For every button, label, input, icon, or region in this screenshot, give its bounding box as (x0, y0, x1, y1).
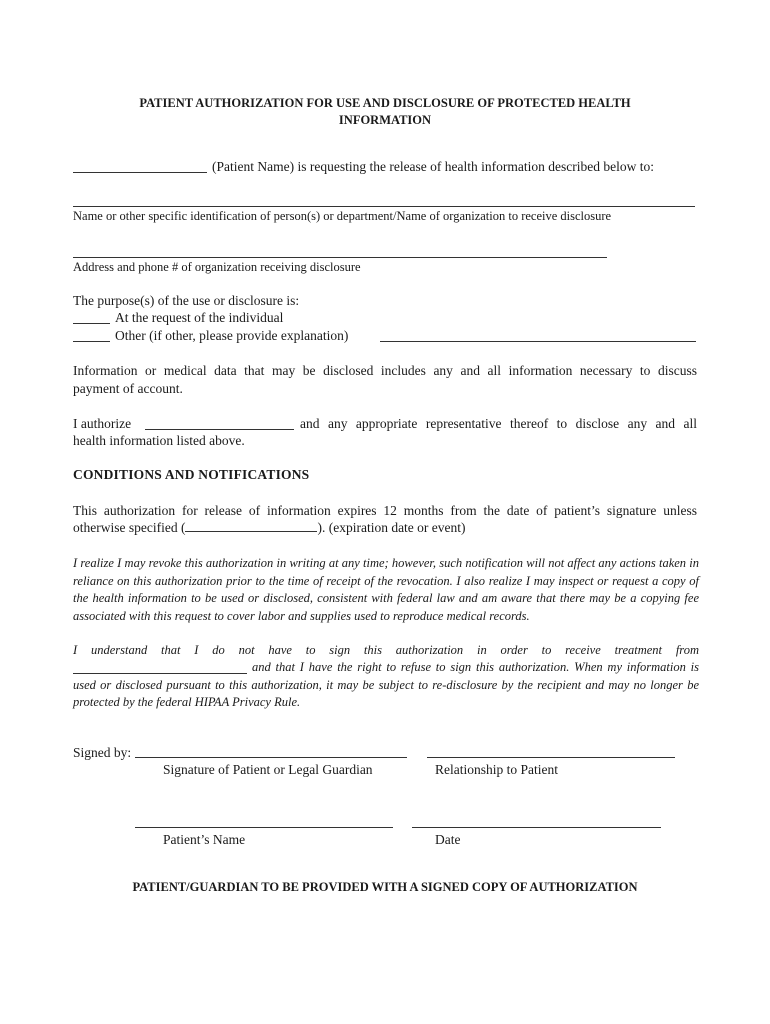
relationship-field[interactable] (427, 757, 675, 758)
purpose-individual-label: At the request of the individual (115, 310, 284, 325)
patient-name-caption: Patient’s Name (163, 832, 246, 847)
signed-copy-notice: PATIENT/GUARDIAN TO BE PROVIDED WITH A SIGNED COPY OF AUTHORIZATION (132, 880, 638, 894)
purpose-individual-checkbox[interactable] (73, 323, 110, 324)
expires-line-2 (73, 519, 466, 537)
expires-line-1: This authorization for release of information expires 12 months from the date of patient’s signature unless (73, 503, 697, 518)
revoke-paragraph: I realize I may revoke this authorization in writing at any time; however, such notification will not affect any actions taken in reliance on this authorization prior to the time of receipt of the revocation. I also realize I may inspect or request a copy of the health information to be used or disclosed, consistent with federal law and am aware that there may be a copying fee associated with this request to cover labor and supplies used to reproduce medical records. (73, 556, 699, 623)
signature-caption: Signature of Patient or Legal Guardian (163, 762, 373, 777)
purpose-other-explanation-field[interactable] (380, 341, 696, 342)
understand-line-1: I understand that I do not have to sign this authorization in order to receive treatment from (73, 643, 699, 657)
info-paragraph-line-2: payment of account. (73, 381, 183, 396)
authorize-prefix: I authorize (73, 416, 132, 431)
expires-prefix: otherwise specified ( (73, 520, 186, 535)
expires-suffix: ). (expiration date or event) (317, 520, 466, 535)
form-title-line-2: INFORMATION (338, 113, 432, 127)
info-paragraph-line-1: Information or medical data that may be disclosed includes any and all information necessary to discuss (73, 363, 697, 378)
relationship-caption: Relationship to Patient (435, 762, 558, 777)
date-field[interactable] (412, 827, 661, 828)
recipient-field[interactable] (73, 206, 695, 207)
date-caption: Date (435, 832, 461, 847)
signature-field[interactable] (135, 757, 407, 758)
signed-by-label: Signed by: (73, 745, 132, 760)
patient-request-text: (Patient Name) is requesting the release of health information described below to: (212, 159, 654, 174)
conditions-heading: CONDITIONS AND NOTIFICATIONS (73, 467, 310, 482)
authorized-party-field[interactable] (145, 429, 294, 430)
expiration-date-field[interactable] (185, 520, 317, 532)
purpose-other-checkbox[interactable] (73, 341, 110, 342)
address-caption: Address and phone # of organization receiving disclosure (73, 260, 361, 274)
purpose-heading: The purpose(s) of the use or disclosure is: (73, 293, 300, 308)
form-title-line-1: PATIENT AUTHORIZATION FOR USE AND DISCLOSURE OF PROTECTED HEALTH (139, 96, 631, 110)
understand-line-2: and that I have the right to refuse to sign this authorization. When my information is (252, 660, 699, 674)
address-phone-field[interactable] (73, 257, 607, 258)
recipient-caption: Name or other specific identification of person(s) or department/Name of organization to receive disclosure (73, 209, 612, 223)
patient-name-field[interactable] (73, 172, 207, 173)
understand-line-4: protected by the federal HIPAA Privacy Rule. (73, 695, 301, 709)
treatment-provider-field[interactable] (73, 673, 247, 674)
purpose-other-label: Other (if other, please provide explanation) (115, 328, 349, 343)
authorize-suffix: and any appropriate representative thereof to disclose any and all (300, 416, 697, 431)
patient-name-signature-field[interactable] (135, 827, 393, 828)
authorize-line-2: health information listed above. (73, 433, 245, 448)
understand-line-3: used or disclosed pursuant to this authorization, it may be subject to re-disclosure by the recipient and may no longer be (73, 678, 699, 692)
